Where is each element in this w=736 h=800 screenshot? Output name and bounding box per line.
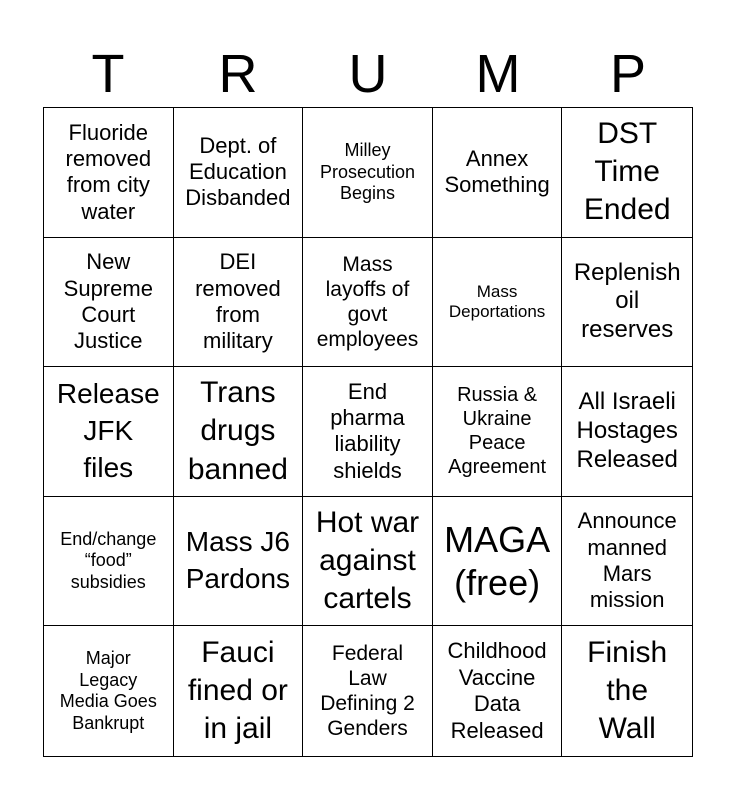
- bingo-cell-text: End/change “food” subsidies: [60, 528, 157, 592]
- bingo-cell-text: Federal Law Defining 2 Genders: [320, 641, 415, 741]
- bingo-cell-text: Announce manned Mars mission: [577, 508, 677, 613]
- bingo-cell-text: Childhood Vaccine Data Released: [447, 638, 547, 743]
- bingo-cell[interactable]: [44, 238, 174, 368]
- bingo-cell-text: All Israeli Hostages Released: [576, 388, 678, 473]
- bingo-cell-text: Trans drugs banned: [187, 376, 288, 486]
- bingo-cell[interactable]: [433, 626, 563, 756]
- bingo-cell-text: End pharma liability shields: [330, 378, 405, 483]
- bingo-cell[interactable]: [174, 626, 304, 756]
- bingo-cell-text: Release JFK files: [56, 378, 160, 483]
- bingo-cell[interactable]: [303, 238, 433, 368]
- bingo-header: [43, 40, 693, 108]
- bingo-cell[interactable]: [174, 497, 304, 627]
- bingo-cell-text: DEI removed from military: [195, 249, 281, 354]
- bingo-cell-text: DST Time Ended: [583, 117, 671, 227]
- bingo-cell[interactable]: [562, 238, 692, 368]
- bingo-cell-text: Milley Prosecution Begins: [319, 139, 416, 204]
- bingo-cell-text: Replenish oil reserves: [573, 258, 681, 344]
- bingo-cell-text: New Supreme Court Justice: [63, 249, 153, 354]
- bingo-cell[interactable]: [174, 238, 304, 368]
- header-letter-t: T: [91, 44, 125, 104]
- bingo-cell-text: Mass layoffs of govt employees: [316, 252, 419, 352]
- bingo-cell[interactable]: [562, 367, 692, 497]
- bingo-cell[interactable]: [44, 497, 174, 627]
- bingo-cell[interactable]: [433, 367, 563, 497]
- header-letter-r: R: [218, 44, 258, 104]
- bingo-cell-text: Fauci fined or in jail: [187, 636, 288, 746]
- bingo-cell-text: Fluoride removed from city water: [65, 119, 152, 224]
- bingo-cell[interactable]: [433, 238, 563, 368]
- bingo-cell-text: Mass J6 Pardons: [185, 526, 291, 595]
- bingo-cell-text: Finish the Wall: [587, 636, 668, 746]
- bingo-grid: [43, 107, 693, 757]
- bingo-cell-text: Annex Something: [444, 145, 550, 198]
- bingo-cell[interactable]: [433, 108, 563, 238]
- bingo-cell-text: MAGA (free): [444, 518, 551, 604]
- bingo-cell[interactable]: [562, 626, 692, 756]
- bingo-cell[interactable]: [303, 108, 433, 238]
- bingo-cell[interactable]: [44, 108, 174, 238]
- bingo-cell[interactable]: [562, 497, 692, 627]
- header-letter-u: U: [348, 44, 388, 104]
- bingo-cell[interactable]: [303, 626, 433, 756]
- bingo-cell[interactable]: [174, 367, 304, 497]
- bingo-cell-text: Major Legacy Media Goes Bankrupt: [59, 648, 157, 733]
- bingo-cell[interactable]: [44, 626, 174, 756]
- header-letter-p: P: [609, 44, 647, 104]
- bingo-cell-text: Russia & Ukraine Peace Agreement: [448, 384, 547, 479]
- bingo-cell[interactable]: [433, 497, 563, 627]
- bingo-cell[interactable]: [303, 367, 433, 497]
- bingo-cell[interactable]: [174, 108, 304, 238]
- bingo-cell-text: Mass Deportations: [448, 281, 546, 321]
- bingo-cell[interactable]: [44, 367, 174, 497]
- header-letter-m: M: [475, 44, 521, 104]
- bingo-cell[interactable]: [303, 497, 433, 627]
- bingo-cell-text: Hot war against cartels: [315, 505, 420, 616]
- bingo-cell[interactable]: [562, 108, 692, 238]
- bingo-cell-text: Dept. of Education Disbanded: [185, 132, 291, 211]
